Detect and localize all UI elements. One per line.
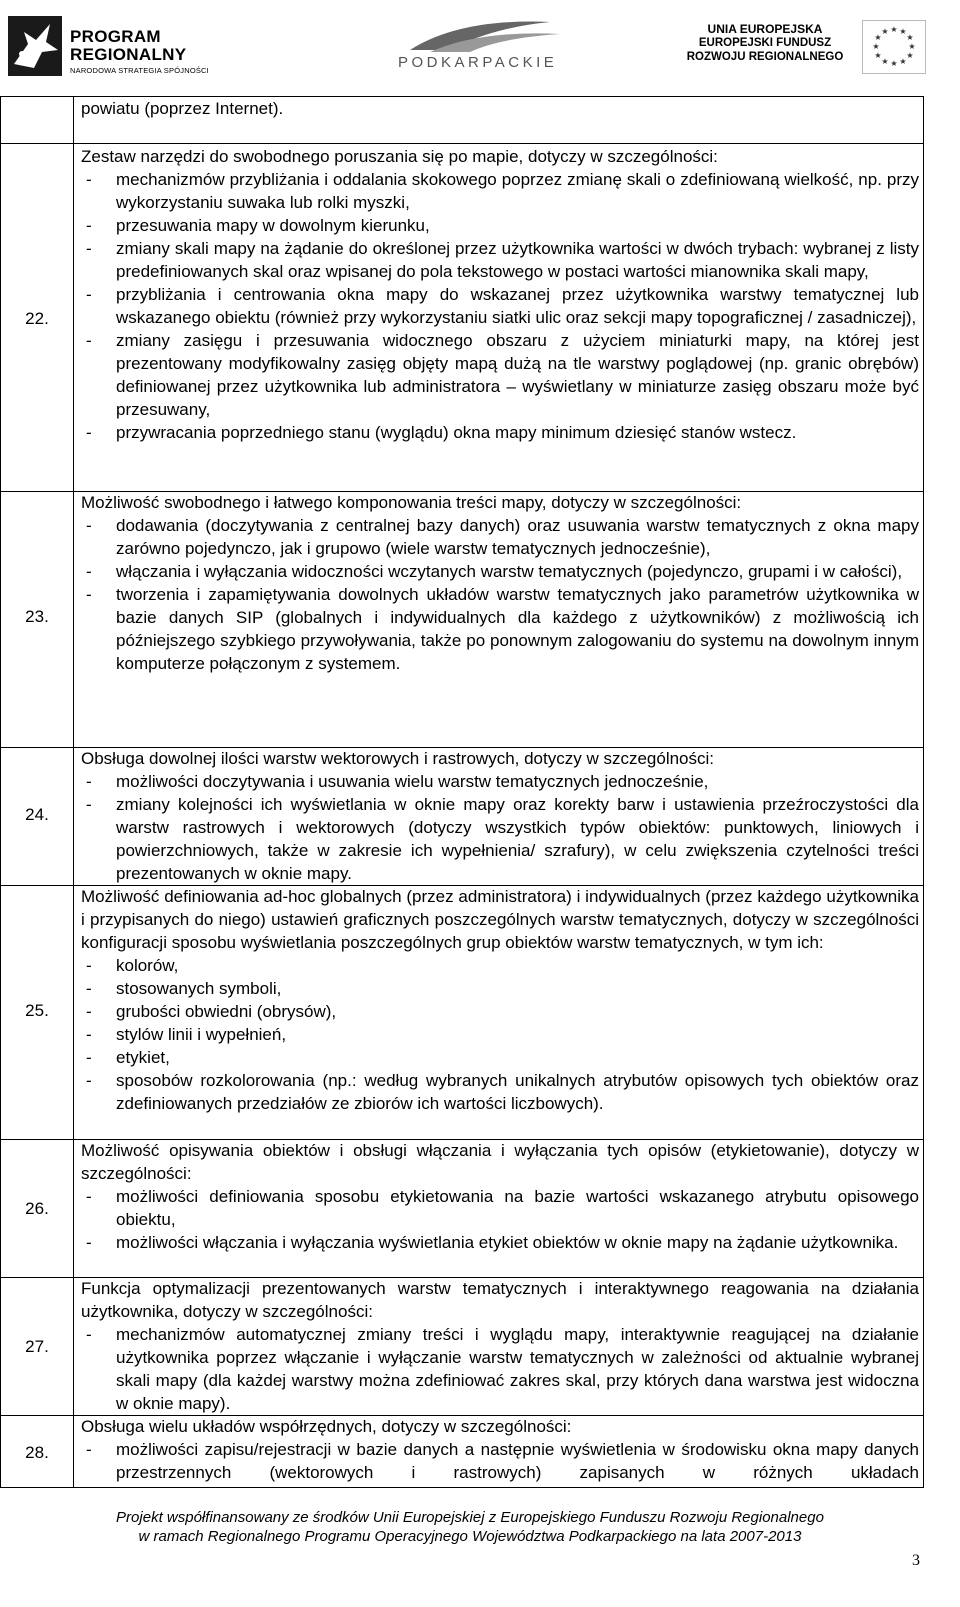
list-item: - zmiany kolejności ich wyświetlania w oknie mapy oraz korekty barw i ustawienia przeźroczystości dla warstw rastrowych i wektorowych (dotyczy wszystkich typów obiektów: punktowych, liniowych i powierzchniowych, także w zakresie ich wypełnienia/ szrafury), w celu zwiększenia czytelności treści prezentowanych w oknie mapy. [81, 793, 919, 885]
svg-text:★: ★ [908, 42, 916, 51]
list-item: - przesuwania mapy w dowolnym kierunku, [81, 214, 919, 237]
table-row-24 [81, 747, 919, 885]
table-row-25 [81, 885, 919, 1115]
row-intro: Możliwość swobodnego i łatwego komponowania treści mapy, dotyczy w szczególności: [81, 493, 742, 512]
list-item: - przywracania poprzedniego stanu (wyglądu) okna mapy minimum dziesięć stanów wstecz. [81, 421, 919, 444]
list-item: - stylów linii i wypełnień, [81, 1023, 919, 1046]
svg-text:★: ★ [906, 51, 914, 60]
svg-text:★: ★ [872, 42, 880, 51]
svg-text:★: ★ [874, 51, 882, 60]
list-item: - zmiany skali mapy na żądanie do określonej przez użytkownika wartości w dwóch trybach: wybranej z listy predefiniowanych skal oraz wpisanej do pola tekstowego w postaci wartości mianownika skali mapy, [81, 237, 919, 283]
page-footer [0, 1508, 940, 1546]
list-item: - grubości obwiedni (obrysów), [81, 1000, 919, 1023]
svg-text:★: ★ [906, 33, 914, 42]
wing-emblem-icon [390, 14, 570, 54]
program-logo-line1: PROGRAM [70, 27, 161, 46]
list-item: - etykiet, [81, 1046, 919, 1069]
svg-text:★: ★ [881, 57, 889, 66]
bird-emblem-icon [6, 14, 64, 78]
svg-text:★: ★ [874, 33, 882, 42]
list-item: - możliwości włączania i wyłączania wyświetlania etykiet obiektów w oknie mapy na żądanie użytkownika. [81, 1231, 919, 1254]
list-item: - możliwości definiowania sposobu etykietowania na bazie wartości wskazanego atrybutu opisowego obiektu, [81, 1185, 919, 1231]
page-number: 3 [912, 1552, 920, 1569]
eu-line1: UNIA EUROPEJSKA [707, 22, 823, 36]
table-row-22 [81, 145, 919, 444]
row-number: 22. [25, 309, 49, 328]
list-item: - stosowanych symboli, [81, 977, 919, 1000]
eu-text-block [680, 22, 850, 64]
eu-flag-icon [862, 20, 926, 74]
podkarpackie-logo [380, 0, 580, 84]
list-item: - kolorów, [81, 954, 919, 977]
list-item: - zmiany zasięgu i przesuwania widocznego obszaru z użyciem miniaturki mapy, na której jest prezentowany modyfikowalny zasięg objęty mapą dużą na tle warstwy poglądowej (np. granic obrębów) definiowanej przez użytkownika lub administratora – wyświetlany w miniaturze zasięg obszaru może być przesuwany, [81, 329, 919, 421]
row-intro: Funkcja optymalizacji prezentowanych warstw tematycznych i interaktywnego reagowania na działania użytkownika, dotyczy w szczególności: [81, 1279, 919, 1321]
row-text: powiatu (poprzez Internet). [81, 99, 284, 118]
list-item: - sposobów rozkolorowania (np.: według wybranych unikalnych atrybutów opisowych tych obiektów oraz zdefiniowanych przedziałów ze zbiorów ich wartości liczbowych). [81, 1069, 919, 1115]
table-row-28 [81, 1415, 919, 1484]
row-divider [1, 143, 923, 144]
program-logo-line3: NARODOWA STRATEGIA SPÓJNOŚCI [70, 66, 209, 75]
list-item: - dodawania (doczytywania z centralnej bazy danych) oraz usuwania warstw tematycznych z okna mapy zarówno pojedynczo, jak i grupowo (wiele warstw tematycznych jednocześnie), [81, 514, 919, 560]
eu-line3: ROZWOJU REGIONALNEGO [686, 51, 844, 63]
row-intro: Obsługa wielu układów współrzędnych, dotyczy w szczególności: [81, 1417, 572, 1436]
table-row-27 [81, 1277, 919, 1415]
program-logo-line2: REGIONALNY [70, 45, 187, 64]
row-intro: Obsługa dowolnej ilości warstw wektorowych i rastrowych, dotyczy w szczególności: [81, 749, 715, 768]
column-divider [73, 97, 74, 1487]
list-item: - przybliżania i centrowania okna mapy do wskazanej przez użytkownika warstwy tematycznej lub wskazanego obiektu (również przy wykorzystaniu siatki ulic oraz sekcji mapy topograficznej / zasadniczej), [81, 283, 919, 329]
list-item: - możliwości doczytywania i usuwania wielu warstw tematycznych jednocześnie, [81, 770, 919, 793]
footer-line2: w ramach Regionalnego Programu Operacyjnego Województwa Podkarpackiego na lata 2007-2013 [138, 1528, 802, 1545]
table-row-23 [81, 491, 919, 675]
list-item: - mechanizmów przybliżania i oddalania skokowego poprzez zmianę skali o zdefiniowaną wielkość, np. przy wykorzystaniu suwaka lub rolki myszki, [81, 168, 919, 214]
svg-text:★: ★ [899, 27, 907, 36]
list-item: - mechanizmów automatycznej zmiany treści i wyglądu mapy, interaktywnie reagującej na działanie użytkownika poprzez włączanie i wyłączanie warstw tematycznych w zależności od aktualnie wybranej skali mapy (dla każdej warstwy można zdefiniować zakres skal, przy których dana warstwa jest widoczna w oknie mapy). [81, 1323, 919, 1415]
eu-line2: EUROPEJSKI FUNDUSZ [698, 37, 832, 49]
row-number: 23. [25, 607, 49, 626]
row-intro: Możliwość opisywania obiektów i obsługi włączania i wyłączania tych opisów (etykietowanie), dotyczy w szczególności: [81, 1141, 919, 1183]
svg-text:★: ★ [890, 59, 898, 68]
footer-line1: Projekt współfinansowany ze środków Unii Europejskiej z Europejskiego Funduszu Rozwoju Regionalnego [116, 1509, 824, 1526]
svg-text:★: ★ [890, 25, 898, 34]
table-row-continuation [81, 97, 919, 120]
row-number: 26. [25, 1199, 49, 1218]
row-number: 25. [25, 1001, 49, 1020]
row-number: 27. [25, 1337, 49, 1356]
requirements-table [0, 96, 924, 1488]
row-number: 28. [25, 1443, 49, 1462]
program-regionalny-logo [6, 14, 236, 78]
table-row-26 [81, 1139, 919, 1254]
list-item: - możliwości zapisu/rejestracji w bazie danych a następnie wyświetlenia w środowisku okna mapy danych przestrzennych (wektorowych i rastrowych) zapisanych w różnych układach [81, 1438, 919, 1484]
list-item: - tworzenia i zapamiętywania dowolnych układów warstw tematycznych jako parametrów użytkownika w bazie danych SIP (globalnych i indywidualnych dla każdego z użytkowników) z możliwością ich późniejszego szybkiego przywoływania, także po ponownym zalogowaniu do systemu na dowolnym innym komputerze połączonym z systemem. [81, 583, 919, 675]
row-intro: Zestaw narzędzi do swobodnego poruszania się po mapie, dotyczy w szczególności: [81, 147, 718, 166]
row-number: 24. [25, 805, 49, 824]
svg-text:★: ★ [881, 27, 889, 36]
podkarpackie-name: PODKARPACKIE [398, 54, 558, 71]
list-item: - włączania i wyłączania widoczności wczytanych warstw tematycznych (pojedynczo, grupami i w całości), [81, 560, 919, 583]
page-header [0, 0, 960, 92]
row-intro: Możliwość definiowania ad-hoc globalnych (przez administratora) i indywidualnych (przez każdego użytkownika i przypisanych do niego) ustawień graficznych poszczególnych warstw tematycznych, dotyczy w szczególności konfiguracji sposobu wyświetlania poszczególnych grup obiektów warstw tematycznych, w tym ich: [81, 887, 919, 952]
svg-text:★: ★ [899, 57, 907, 66]
